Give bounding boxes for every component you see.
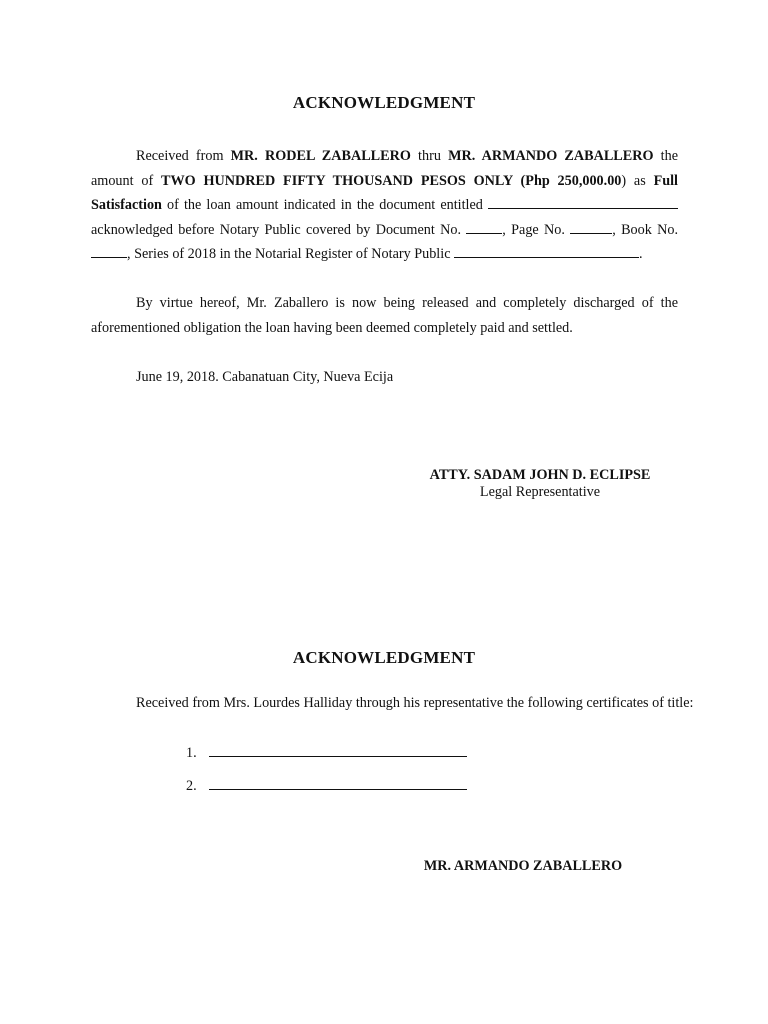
amount-text: TWO HUNDRED FIFTY THOUSAND PESOS ONLY (Php 250,000.00 bbox=[161, 172, 622, 189]
payer-name: MR. RODEL ZABALLERO bbox=[230, 148, 411, 164]
text-segment: Received from bbox=[136, 148, 231, 164]
signatory-name: ATTY. SADAM JOHN D. ECLIPSE bbox=[429, 467, 651, 483]
text-segment: the amount of bbox=[91, 148, 678, 189]
certificate-blank bbox=[209, 775, 467, 790]
signature-block-1 bbox=[410, 467, 670, 501]
date-place-line: June 19, 2018. Cabanatuan City, Nueva Ecija bbox=[136, 369, 394, 385]
representative-name: MR. ARMANDO ZABALLERO bbox=[448, 148, 654, 164]
document-number-blank bbox=[466, 220, 502, 234]
text-segment: , Page No. bbox=[502, 221, 571, 238]
certificate-item bbox=[186, 775, 467, 796]
item-number: 1. bbox=[186, 745, 197, 761]
text-segment: ) as bbox=[621, 172, 654, 189]
certificate-item bbox=[186, 742, 467, 763]
receipt-paragraph bbox=[91, 144, 678, 267]
full-satisfaction-text: Full Satisfaction bbox=[91, 172, 679, 213]
text-segment: thru bbox=[410, 148, 449, 164]
text-segment: of the loan amount indicated in the document entitled bbox=[161, 197, 488, 213]
text-segment: acknowledged before Notary Public covered by Document No. bbox=[91, 221, 467, 238]
acknowledgment-title-1: ACKNOWLEDGMENT bbox=[292, 93, 476, 112]
signatory-role: Legal Representative bbox=[479, 484, 601, 500]
acknowledgment-title-2: ACKNOWLEDGMENT bbox=[292, 648, 476, 667]
book-number-blank bbox=[91, 244, 127, 258]
document-title-blank bbox=[488, 195, 678, 209]
signature-block-2: MR. ARMANDO ZABALLERO bbox=[423, 858, 623, 874]
certificate-blank bbox=[209, 742, 467, 757]
certificates-received-line: Received from Mrs. Lourdes Halliday through his representative the following certificates of title: bbox=[136, 695, 694, 711]
item-number: 2. bbox=[186, 778, 197, 794]
release-paragraph: By virtue hereof, Mr. Zaballero is now being released and completely discharged of the aforementioned obligation the loan having been deemed completely paid and settled. bbox=[91, 295, 678, 336]
text-segment: . bbox=[639, 246, 643, 262]
text-segment: , Book No. bbox=[612, 221, 678, 238]
notary-public-blank bbox=[454, 244, 639, 258]
text-segment: , Series of 2018 in the Notarial Register of Notary Public bbox=[127, 246, 455, 262]
page-number-blank bbox=[570, 220, 612, 234]
